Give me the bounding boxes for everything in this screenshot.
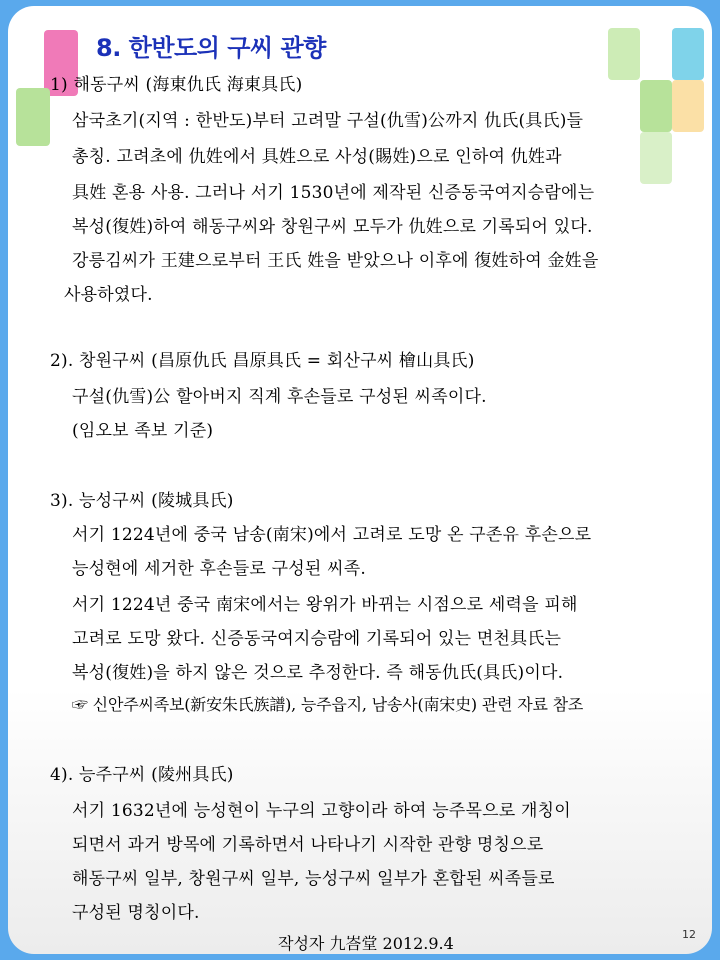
paragraph-line: (임오보 족보 기준) [72,421,214,441]
section-heading: 3). 능성구씨 (陵城具氏) [50,491,234,511]
decor-square-cyan [672,28,704,80]
paragraph-line: 서기 1224년 중국 南宋에서는 왕위가 바뀌는 시점으로 세력을 피해 [72,595,578,615]
section-heading: 4). 능주구씨 (陵州具氏) [50,765,234,785]
paragraph-line: 서기 1224년에 중국 남송(南宋)에서 고려로 도망 온 구존유 후손으로 [72,525,592,545]
decor-square-yellow [672,80,704,132]
paragraph-line: 총칭. 고려초에 仇姓에서 具姓으로 사성(賜姓)으로 인하여 仇姓과 [72,147,562,167]
slide [8,6,712,954]
paragraph-line: 구성된 명칭이다. [72,903,200,923]
reference-line: ☞ 신안주씨족보(新安朱氏族譜), 능주읍지, 남송사(南宋史) 관련 자료 참조 [72,695,584,714]
paragraph-line: 되면서 과거 방목에 기록하면서 나타나기 시작한 관향 명칭으로 [72,835,544,855]
paragraph-line: 삼국초기(지역 : 한반도)부터 고려말 구설(仇雪)公까지 仇氏(具氏)들 [72,111,584,131]
paragraph-line: 구설(仇雪)公 할아버지 직계 후손들로 구성된 씨족이다. [72,387,487,407]
page-number: 12 [682,928,696,941]
paragraph-line: 해동구씨 일부, 창원구씨 일부, 능성구씨 일부가 혼합된 씨족들로 [72,869,555,889]
author-footer: 작성자 九峇堂 2012.9.4 [278,934,454,953]
paragraph-line: 복성(復姓)을 하지 않은 것으로 추정한다. 즉 해동仇氏(具氏)이다. [72,663,564,683]
decor-square-green-top [608,28,640,80]
decor-square-green-left [16,88,50,146]
paragraph-line: 강릉김씨가 王建으로부터 王氏 姓을 받았으나 이후에 復姓하여 金姓을 [72,251,599,271]
paragraph-line: 복성(復姓)하여 해동구씨와 창원구씨 모두가 仇姓으로 기록되어 있다. [72,217,593,237]
section-heading: 1) 해동구씨 (海東仇氏 海東具氏) [50,75,303,95]
paragraph-line: 사용하였다. [64,285,153,305]
decor-square-green-mid [640,80,672,132]
paragraph-line: 서기 1632년에 능성현이 누구의 고향이라 하여 능주목으로 개칭이 [72,801,571,821]
decor-square-green-low [640,132,672,184]
page-title: 8. 한반도의 구씨 관향 [96,34,326,62]
paragraph-line: 능성현에 세거한 후손들로 구성된 씨족. [72,559,366,579]
section-heading: 2). 창원구씨 (昌原仇氏 昌原具氏 = 회산구씨 檜山具氏) [50,351,475,371]
paragraph-line: 고려로 도망 왔다. 신증동국여지승람에 기록되어 있는 면천具氏는 [72,629,562,649]
paragraph-line: 具姓 혼용 사용. 그러나 서기 1530년에 제작된 신증동국여지승람에는 [72,183,595,203]
